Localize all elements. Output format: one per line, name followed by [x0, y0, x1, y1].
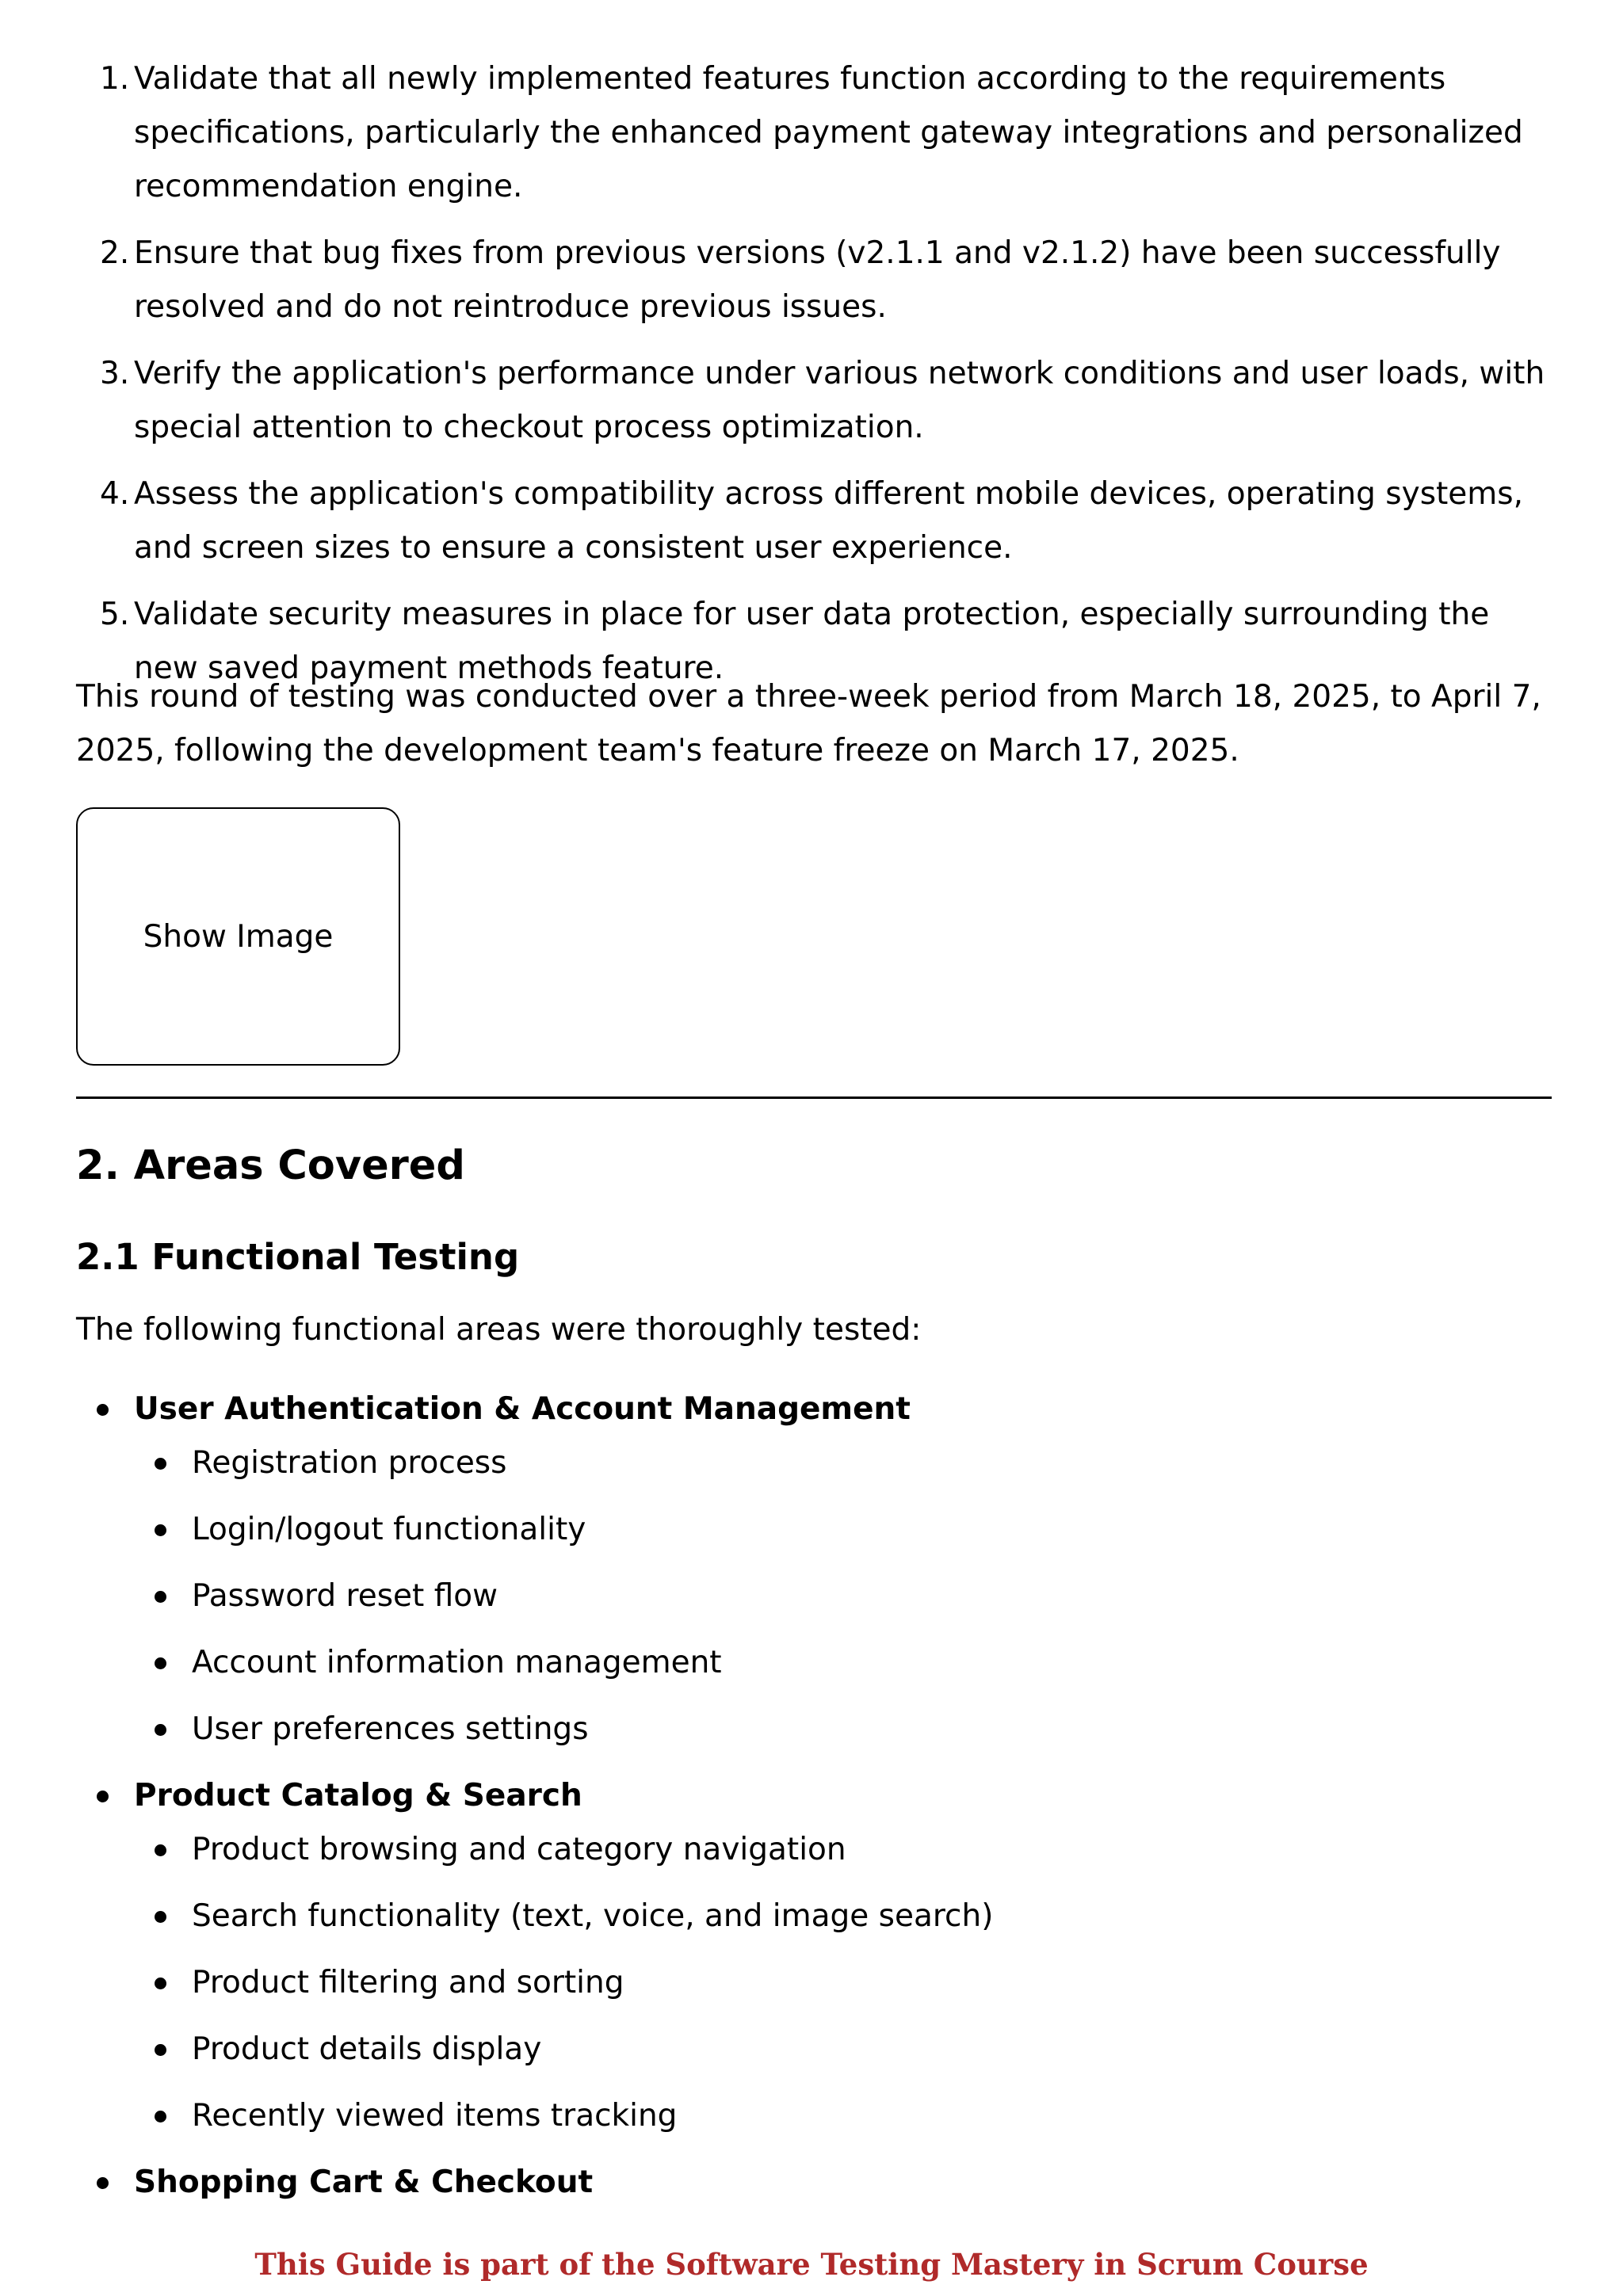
list-item-text: Password reset flow	[192, 1578, 498, 1614]
objective-item	[76, 467, 1552, 575]
list-item	[134, 1703, 1552, 1756]
objective-number: 5.	[100, 597, 130, 632]
objective-number: 3.	[100, 356, 130, 391]
bullet-icon	[155, 1911, 166, 1923]
subsection-heading: 2.1 Functional Testing	[76, 1236, 520, 1278]
objectives-list	[76, 52, 1552, 708]
list-item	[134, 1436, 1552, 1490]
area-group-title: Product Catalog & Search	[134, 1778, 582, 1814]
list-item	[134, 2089, 1552, 2143]
objective-number: 4.	[100, 476, 130, 512]
area-group-title: Shopping Cart & Checkout	[134, 2164, 594, 2200]
area-group	[76, 1383, 1552, 1756]
functional-areas-list	[76, 1383, 1552, 2221]
bullet-icon	[155, 1657, 166, 1669]
objective-text: Validate security measures in place for user data protection, especially surrounding the new saved payment methods feature.	[134, 597, 1490, 686]
list-item-text: Product browsing and category navigation	[192, 1832, 846, 1867]
bullet-icon	[155, 1978, 166, 1989]
objective-item	[76, 52, 1552, 214]
list-item-text: Account information management	[192, 1645, 722, 1680]
area-sub-list	[134, 1436, 1552, 1756]
bullet-icon	[97, 1404, 109, 1416]
list-item	[134, 1956, 1552, 2010]
objective-item	[76, 227, 1552, 334]
section-divider	[76, 1097, 1552, 1099]
list-item	[134, 1890, 1552, 1943]
list-item	[134, 2023, 1552, 2077]
list-item-text: Product details display	[192, 2031, 542, 2067]
list-item-text: Login/logout functionality	[192, 1512, 586, 1547]
course-footer: This Guide is part of the Software Testing Mastery in Scrum Course	[254, 2247, 1369, 2282]
objective-text: Assess the application's compatibility across different mobile devices, operating systems, and screen sizes to ensure a consistent user experience.	[134, 476, 1524, 566]
list-item-text: Product filtering and sorting	[192, 1965, 624, 2000]
list-item	[134, 1569, 1552, 1623]
bullet-icon	[155, 1591, 166, 1603]
list-item	[134, 1823, 1552, 1877]
area-group	[76, 2156, 1552, 2210]
list-item	[134, 1636, 1552, 1690]
section-heading: 2. Areas Covered	[76, 1142, 465, 1189]
bullet-icon	[155, 1844, 166, 1856]
objective-text: Validate that all newly implemented features function according to the requirements specifications, particularly the enhanced payment gateway integrations and personalized recommendation engine.	[134, 61, 1523, 204]
area-group-title: User Authentication & Account Management	[134, 1391, 911, 1427]
bullet-icon	[155, 1458, 166, 1470]
lead-paragraph: The following functional areas were thoroughly tested:	[76, 1312, 922, 1348]
bullet-icon	[155, 2111, 166, 2122]
objective-item	[76, 347, 1552, 455]
bullet-icon	[97, 1791, 109, 1802]
testing-period-paragraph: This round of testing was conducted over a three-week period from March 18, 2025, to April 7, 2025, following the development team's feature freeze on March 17, 2025.	[76, 679, 1541, 769]
list-item-text: User preferences settings	[192, 1711, 589, 1747]
objective-number: 2.	[100, 235, 130, 271]
bullet-icon	[97, 2177, 109, 2189]
bullet-icon	[155, 1524, 166, 1536]
objective-number: 1.	[100, 61, 130, 97]
objective-text: Verify the application's performance under various network conditions and user loads, with special attention to checkout process optimization.	[134, 356, 1545, 445]
bullet-icon	[155, 2044, 166, 2056]
list-item-text: Search functionality (text, voice, and image search)	[192, 1898, 994, 1934]
list-item-text: Recently viewed items tracking	[192, 2098, 678, 2134]
show-image-button[interactable]: Show Image	[76, 807, 400, 1066]
area-group	[76, 1769, 1552, 2143]
objective-text: Ensure that bug fixes from previous versions (v2.1.1 and v2.1.2) have been successfully resolved and do not reintroduce previous issues.	[134, 235, 1501, 325]
bullet-icon	[155, 1724, 166, 1736]
list-item	[134, 1503, 1552, 1557]
list-item-text: Registration process	[192, 1445, 507, 1481]
area-sub-list	[134, 1823, 1552, 2143]
